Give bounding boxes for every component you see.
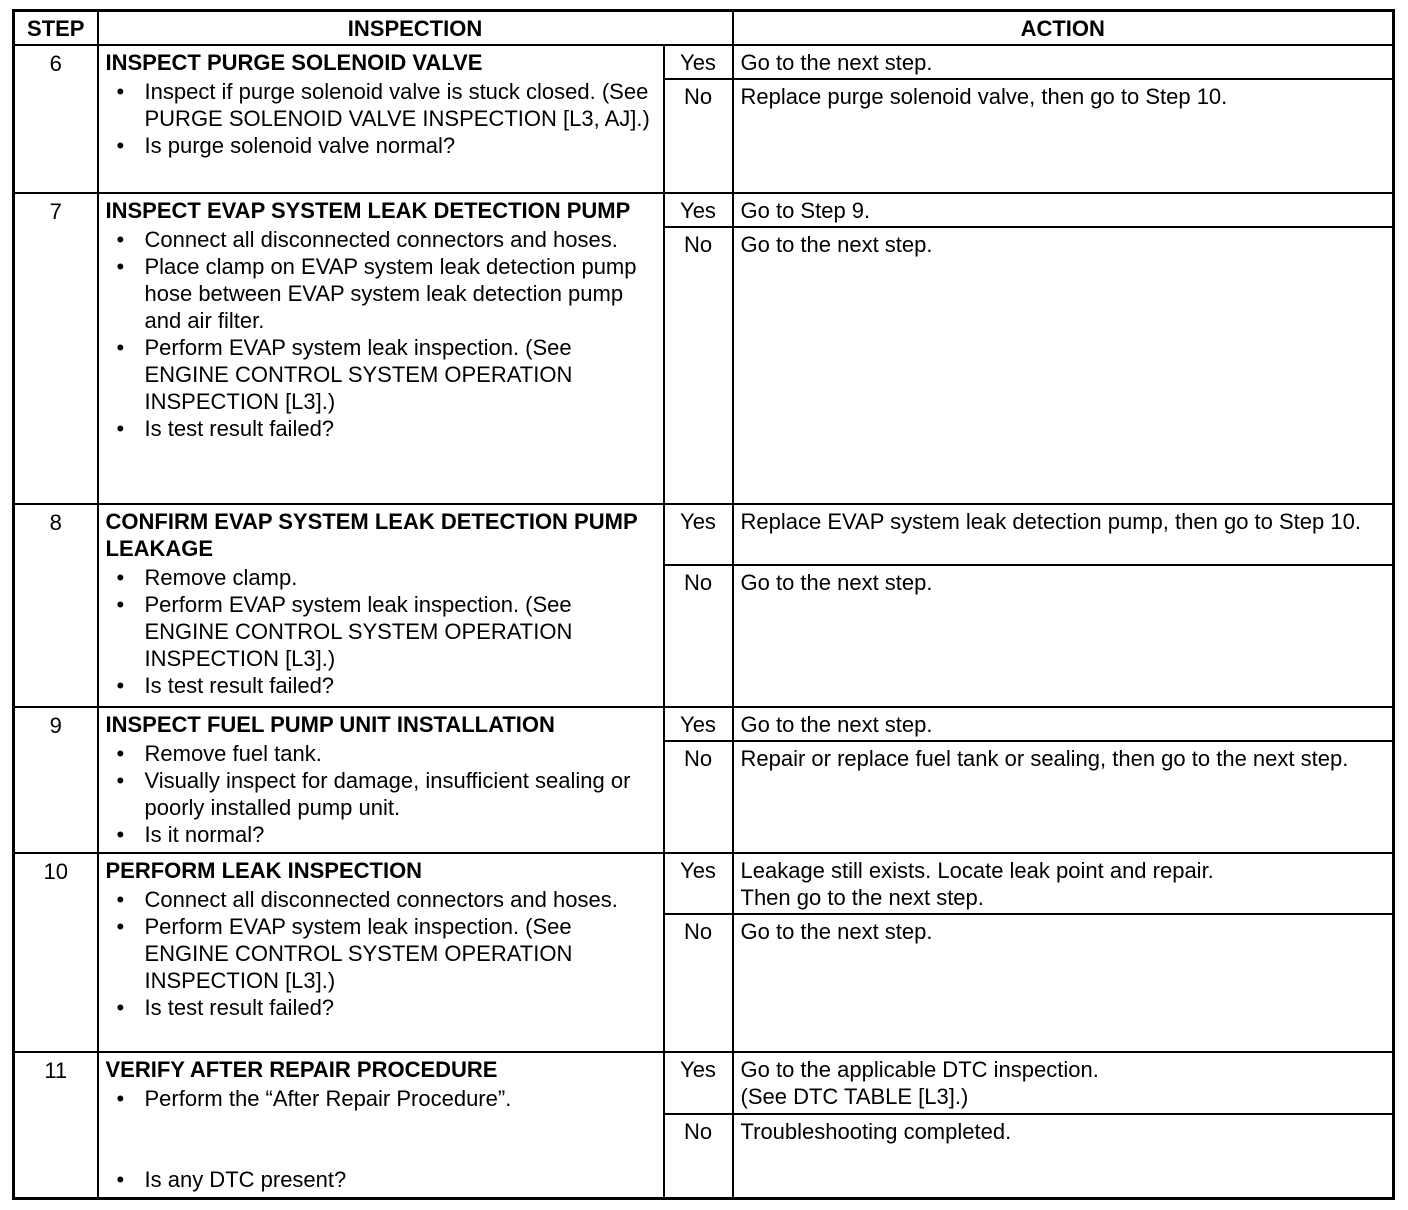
inspection-item: • Is test result failed? — [106, 994, 657, 1021]
inspection-item: • Place clamp on EVAP system leak detection pump hose between EVAP system leak detection pump and air filter. — [106, 253, 657, 334]
yes-label: Yes — [664, 45, 733, 79]
header-row — [14, 11, 1394, 46]
inspection-items — [106, 1085, 657, 1193]
inspection-item: • Inspect if purge solenoid valve is stuck closed. (See PURGE SOLENOID VALVE INSPECTION [L3, AJ].) — [106, 78, 657, 132]
step-number: 7 — [14, 193, 98, 504]
inspection-items — [106, 226, 657, 442]
inspection-header: INSPECTION — [98, 11, 733, 46]
yes-label: Yes — [664, 853, 733, 914]
step-row-yes — [14, 45, 1394, 79]
no-action: Go to the next step. — [733, 914, 1394, 1052]
yes-label: Yes — [664, 1052, 733, 1114]
no-label: No — [664, 914, 733, 1052]
step-number: 8 — [14, 504, 98, 707]
inspection-item: • Is it normal? — [106, 821, 657, 848]
no-action: Repair or replace fuel tank or sealing, then go to the next step. — [733, 741, 1394, 853]
inspection-item: • Connect all disconnected connectors and hoses. — [106, 886, 657, 913]
no-action: Go to the next step. — [733, 565, 1394, 707]
inspection-cell — [98, 707, 664, 853]
inspection-item: • Is test result failed? — [106, 415, 657, 442]
step-number: 11 — [14, 1052, 98, 1198]
inspection-cell — [98, 193, 664, 504]
troubleshooting-table — [12, 9, 1395, 1200]
inspection-item: • Visually inspect for damage, insufficient sealing or poorly installed pump unit. — [106, 767, 657, 821]
inspection-cell — [98, 504, 664, 707]
inspection-cell — [98, 853, 664, 1052]
step-header: STEP — [14, 11, 98, 46]
no-action: Go to the next step. — [733, 227, 1394, 504]
inspection-title: INSPECT EVAP SYSTEM LEAK DETECTION PUMP — [105, 198, 631, 223]
inspection-title: INSPECT FUEL PUMP UNIT INSTALLATION — [105, 712, 555, 737]
inspection-item: • Is purge solenoid valve normal? — [106, 132, 657, 159]
inspection-title: CONFIRM EVAP SYSTEM LEAK DETECTION PUMP LEAKAGE — [105, 509, 638, 561]
no-label: No — [664, 79, 733, 193]
step-row-yes — [14, 193, 1394, 227]
action-header: ACTION — [733, 11, 1394, 46]
inspection-cell — [98, 1052, 664, 1198]
yes-action: Replace EVAP system leak detection pump, then go to Step 10. — [733, 504, 1394, 565]
no-label: No — [664, 227, 733, 504]
inspection-item: • Perform EVAP system leak inspection. (See ENGINE CONTROL SYSTEM OPERATION INSPECTION [L3].) — [106, 591, 657, 672]
inspection-item: • Perform EVAP system leak inspection. (See ENGINE CONTROL SYSTEM OPERATION INSPECTION [L3].) — [106, 913, 657, 994]
inspection-item: • Remove clamp. — [106, 564, 657, 591]
inspection-items — [106, 740, 657, 848]
yes-label: Yes — [664, 707, 733, 741]
no-label: No — [664, 741, 733, 853]
step-number: 10 — [14, 853, 98, 1052]
yes-action: Go to Step 9. — [733, 193, 1394, 227]
no-action: Troubleshooting completed. — [733, 1114, 1394, 1198]
step-row-yes — [14, 504, 1394, 565]
inspection-items — [106, 78, 657, 159]
no-action: Replace purge solenoid valve, then go to Step 10. — [733, 79, 1394, 193]
yes-action: Go to the next step. — [733, 45, 1394, 79]
step-number: 9 — [14, 707, 98, 853]
inspection-items — [106, 564, 657, 699]
step-row-yes — [14, 1052, 1394, 1114]
step-row-yes — [14, 853, 1394, 914]
inspection-item: • Connect all disconnected connectors and hoses. — [106, 226, 657, 253]
inspection-items — [106, 886, 657, 1021]
yes-action: Leakage still exists. Locate leak point and repair. Then go to the next step. — [733, 853, 1394, 914]
inspection-title: INSPECT PURGE SOLENOID VALVE — [105, 50, 483, 75]
step-row-yes — [14, 707, 1394, 741]
step-number: 6 — [14, 45, 98, 193]
no-label: No — [664, 565, 733, 707]
inspection-item: • Perform EVAP system leak inspection. (See ENGINE CONTROL SYSTEM OPERATION INSPECTION [L3].) — [106, 334, 657, 415]
yes-label: Yes — [664, 504, 733, 565]
no-label: No — [664, 1114, 733, 1198]
inspection-title: VERIFY AFTER REPAIR PROCEDURE — [105, 1057, 498, 1082]
yes-action: Go to the applicable DTC inspection. (See DTC TABLE [L3].) — [733, 1052, 1394, 1114]
inspection-title: PERFORM LEAK INSPECTION — [105, 858, 423, 883]
yes-action: Go to the next step. — [733, 707, 1394, 741]
inspection-cell — [98, 45, 664, 193]
inspection-item: • Remove fuel tank. — [106, 740, 657, 767]
inspection-item: • Perform the “After Repair Procedure”. — [106, 1085, 657, 1112]
yes-label: Yes — [664, 193, 733, 227]
inspection-item: • Is test result failed? — [106, 672, 657, 699]
inspection-item: • Is any DTC present? — [106, 1166, 657, 1193]
